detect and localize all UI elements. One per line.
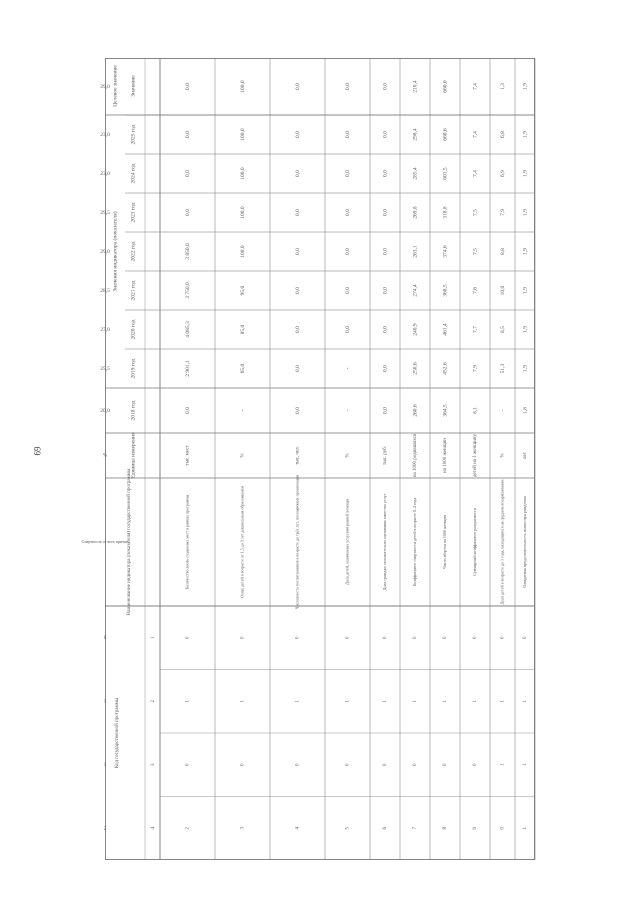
year-value: 51,3	[499, 363, 506, 374]
code-digit: 0	[500, 827, 506, 830]
year-value: 452,6	[442, 362, 449, 375]
year-value: 23,0	[100, 131, 110, 138]
year-value: 3 850,0	[184, 243, 191, 260]
code-digit: 0	[240, 636, 246, 639]
header-base-year: 2018 год	[130, 400, 137, 421]
code-digit: 5	[345, 827, 351, 830]
year-value: 660,6	[442, 128, 449, 141]
year-value: 0,0	[382, 326, 389, 333]
header-year-1: 2019 год	[130, 358, 137, 379]
year-value: 85,0	[239, 324, 246, 335]
base-value: -	[344, 409, 351, 412]
year-value: 368,5	[442, 284, 449, 297]
year-value: 7,9	[499, 209, 506, 216]
table-row	[522, 83, 528, 830]
table-row	[382, 83, 388, 830]
base-value: 364,5	[442, 404, 449, 417]
year-value: 100,0	[239, 128, 246, 141]
year-value: 10,0	[499, 285, 506, 296]
year-value: 6,9	[499, 170, 506, 177]
code-digit: 8	[443, 827, 449, 830]
header-col-number: 4	[151, 827, 157, 830]
base-value: -	[239, 409, 246, 412]
table-row	[184, 83, 190, 830]
year-value: 0,0	[184, 209, 191, 216]
code-digit: 1	[443, 700, 449, 703]
year-value: 0,0	[382, 248, 389, 255]
unit-value: лет	[523, 452, 529, 459]
unit-value: %	[240, 453, 246, 458]
target-value: 29,0	[100, 83, 110, 90]
code-digit: 7	[413, 827, 419, 830]
code-digit: 1	[295, 700, 301, 703]
year-value: 269,8	[412, 206, 419, 219]
code-digit: 0	[443, 763, 449, 766]
year-value: 274,4	[412, 284, 419, 297]
year-value: 1,9	[522, 209, 529, 216]
code-digit: 1	[185, 700, 191, 703]
year-value: 298,4	[412, 128, 419, 141]
target-value: 7,4	[472, 83, 479, 90]
code-digit: 0	[473, 763, 479, 766]
unit-value: %	[500, 453, 506, 458]
code-digit: 0	[345, 763, 351, 766]
year-value: 318,8	[442, 206, 449, 219]
table-row	[294, 83, 300, 830]
header-year-7: 2025 год	[130, 124, 137, 145]
indicator-name: Смертность от всех причин	[81, 538, 129, 544]
year-value: 461,4	[442, 323, 449, 336]
code-digit: 0	[383, 763, 389, 766]
indicator-name: Ожидаемая продолжительность жизни при рождении	[521, 496, 527, 588]
rotated-table	[81, 58, 535, 860]
year-value: 0,0	[294, 209, 301, 216]
code-digit: 2	[103, 826, 107, 832]
year-value: 25,5	[100, 365, 110, 372]
code-digit: 1	[473, 700, 479, 703]
code-digit: 0	[295, 636, 301, 639]
year-value: 29,0	[100, 248, 110, 255]
code-digit: 1	[103, 762, 107, 768]
year-value: 0,0	[294, 365, 301, 372]
code-digit: 1	[523, 700, 529, 703]
indicator-name: Число абортов на 1000 женщин	[441, 515, 447, 569]
year-value: 0,0	[344, 131, 351, 138]
year-value: 263,1	[412, 245, 419, 258]
year-value: 7,6	[472, 287, 479, 294]
header-year-4: 2022 год	[130, 241, 137, 262]
year-value: 1,9	[522, 365, 529, 372]
code-digit: 1	[500, 700, 506, 703]
table-grid	[81, 58, 535, 860]
target-value: 210,4	[412, 80, 419, 93]
year-value: 100,0	[239, 167, 246, 180]
unit-value: тыс. чел.	[295, 446, 301, 465]
indicator-name: Доля граждан, положительно оценивших качество услуг	[381, 493, 387, 591]
year-value: 374,6	[442, 245, 449, 258]
base-value: 1,8	[522, 407, 529, 414]
year-value: 0,0	[184, 131, 191, 138]
year-value: 0,0	[382, 131, 389, 138]
code-digit: 0	[103, 635, 107, 641]
header-unit: Единица измерения	[130, 432, 137, 479]
header-target-group: Целевое значение	[112, 65, 119, 107]
year-value: 0,0	[344, 209, 351, 216]
code-digit: 0	[523, 636, 529, 639]
header-indicator: Наименование индикатора (показателя) государственной программы	[127, 468, 133, 616]
code-digit: 1	[103, 699, 107, 705]
header-col-number: 3	[151, 763, 157, 766]
year-value: 27,0	[100, 326, 110, 333]
year-value: 4 085,3	[184, 321, 191, 338]
code-digit: 9	[473, 827, 479, 830]
year-value: 1,9	[522, 326, 529, 333]
year-value: 7,5	[472, 209, 479, 216]
year-value: 8,8	[499, 248, 506, 255]
year-value: 100,0	[239, 245, 246, 258]
year-value: 1,9	[522, 248, 529, 255]
code-digit: 1	[345, 700, 351, 703]
year-value: 0,0	[382, 209, 389, 216]
code-digit: 0	[240, 763, 246, 766]
code-digit: 0	[413, 763, 419, 766]
header-plan-group: Значения индикатора (показателя)	[112, 211, 119, 292]
year-value: 0,0	[344, 248, 351, 255]
base-value: 20,0	[100, 407, 110, 414]
unit-value: на 1000 женщин	[443, 438, 449, 473]
code-digit: 2	[185, 827, 191, 830]
year-value: 7,9	[472, 365, 479, 372]
year-value: 250,6	[412, 362, 419, 375]
year-value: 6,8	[499, 131, 506, 138]
base-value: -	[499, 409, 506, 412]
indicator-name: Доля детей в возрасте до 1 года, находящихся на грудном вскармливании	[499, 479, 505, 605]
year-value: 95,0	[239, 285, 246, 296]
year-value: 100,0	[239, 206, 246, 219]
header-year-5: 2023 год	[130, 202, 137, 223]
header-year-6: 2024 год	[130, 163, 137, 184]
table-row	[499, 83, 505, 830]
table-row	[442, 80, 448, 829]
year-value: 0,0	[294, 248, 301, 255]
year-value: 0,0	[344, 170, 351, 177]
unit-value: тыс. мест	[185, 445, 191, 466]
year-value: 65,0	[239, 363, 246, 374]
year-value: 0,0	[382, 170, 389, 177]
code-digit: 0	[383, 636, 389, 639]
table-row	[239, 80, 245, 829]
code-digit: 1	[383, 700, 389, 703]
code-digit: 3	[240, 827, 246, 830]
indicator-name: Численность воспитанников в возрасте до трёх лет, посещающих организации	[294, 474, 300, 610]
year-value: 285,4	[412, 167, 419, 180]
year-value: 3 750,0	[184, 282, 191, 299]
code-digit: 1	[500, 763, 506, 766]
year-value: 0,0	[382, 287, 389, 294]
table-row	[344, 83, 350, 830]
target-value: 1,9	[522, 83, 529, 90]
year-value: 29,5	[100, 209, 110, 216]
code-digit: 4	[295, 827, 301, 830]
year-value: -	[344, 367, 351, 370]
code-digit: 1	[523, 763, 529, 766]
header-year-2: 2020 год	[130, 319, 137, 340]
year-value: 7,7	[472, 326, 479, 333]
code-digit: 0	[473, 636, 479, 639]
target-value: 1,3	[499, 83, 506, 90]
code-digit: 1	[240, 700, 246, 703]
year-value: 0,0	[294, 326, 301, 333]
year-value: 2 901,1	[184, 360, 191, 377]
base-value: 0,0	[382, 407, 389, 414]
year-value: 23,0	[100, 170, 110, 177]
indicator-name: Охват детей в возрасте от 1,5 до 3 лет дошкольным образованием	[239, 486, 245, 598]
target-value: 660,0	[442, 80, 449, 93]
year-value: 28,5	[100, 287, 110, 294]
year-value: 0,0	[294, 170, 301, 177]
code-digit: 1	[413, 700, 419, 703]
year-value: 7,4	[472, 131, 479, 138]
year-value: 7,4	[472, 170, 479, 177]
target-value: 0,0	[382, 83, 389, 90]
year-value: 0,0	[294, 287, 301, 294]
indicator-name: Доля детей, охваченных услугами ранней помощи	[344, 499, 350, 585]
header-col-number: 2	[151, 700, 157, 703]
year-value: 0,0	[344, 287, 351, 294]
year-value: 0,0	[382, 365, 389, 372]
table-row	[412, 80, 418, 829]
page-number: 69	[32, 446, 43, 456]
code-digit: 0	[345, 636, 351, 639]
target-value: 100,0	[239, 80, 246, 93]
year-value: 601,5	[442, 167, 449, 180]
code-digit: 0	[413, 636, 419, 639]
code-digit: 0	[185, 763, 191, 766]
code-digit: 6	[383, 827, 389, 830]
base-value: 8,1	[472, 407, 479, 414]
header-target-sub: Значение	[130, 75, 137, 97]
code-digit: 1	[523, 827, 529, 830]
code-digit: 0	[500, 636, 506, 639]
table-row	[472, 83, 478, 830]
unit-value: %	[102, 453, 108, 459]
year-value: 0,0	[344, 326, 351, 333]
unit-value: детей на 1 женщину	[473, 434, 479, 477]
header-left-group: Код государственной программы	[115, 697, 121, 769]
year-value: 1,9	[522, 170, 529, 177]
header-col-number: 1	[151, 636, 157, 639]
base-value: 260,6	[412, 404, 419, 417]
year-value: 1,9	[522, 131, 529, 138]
year-value: 0,0	[184, 170, 191, 177]
target-value: 0,0	[184, 83, 191, 90]
unit-value: на 1000 родившихся	[413, 433, 419, 478]
code-digit: 0	[443, 636, 449, 639]
year-value: 0,0	[294, 131, 301, 138]
indicator-name: Суммарный коэффициент рождаемости	[471, 508, 477, 576]
unit-value: %	[345, 453, 351, 458]
year-value: 7,5	[472, 248, 479, 255]
year-value: 8,5	[499, 326, 506, 333]
indicator-name: Количество вновь созданных мест в рамках программы	[184, 494, 190, 590]
unit-value: тыс. руб.	[383, 446, 389, 465]
code-digit: 0	[185, 636, 191, 639]
header-year-3: 2021 год	[130, 280, 137, 301]
year-value: 240,9	[412, 323, 419, 336]
code-digit: 0	[295, 763, 301, 766]
base-value: 0,0	[184, 407, 191, 414]
year-value: 1,9	[522, 287, 529, 294]
target-value: 0,0	[344, 83, 351, 90]
target-value: 0,0	[294, 83, 301, 90]
base-value: 0,0	[294, 407, 301, 414]
indicator-name: Коэффициент смертности детей в возрасте 0–4 года	[411, 497, 417, 587]
